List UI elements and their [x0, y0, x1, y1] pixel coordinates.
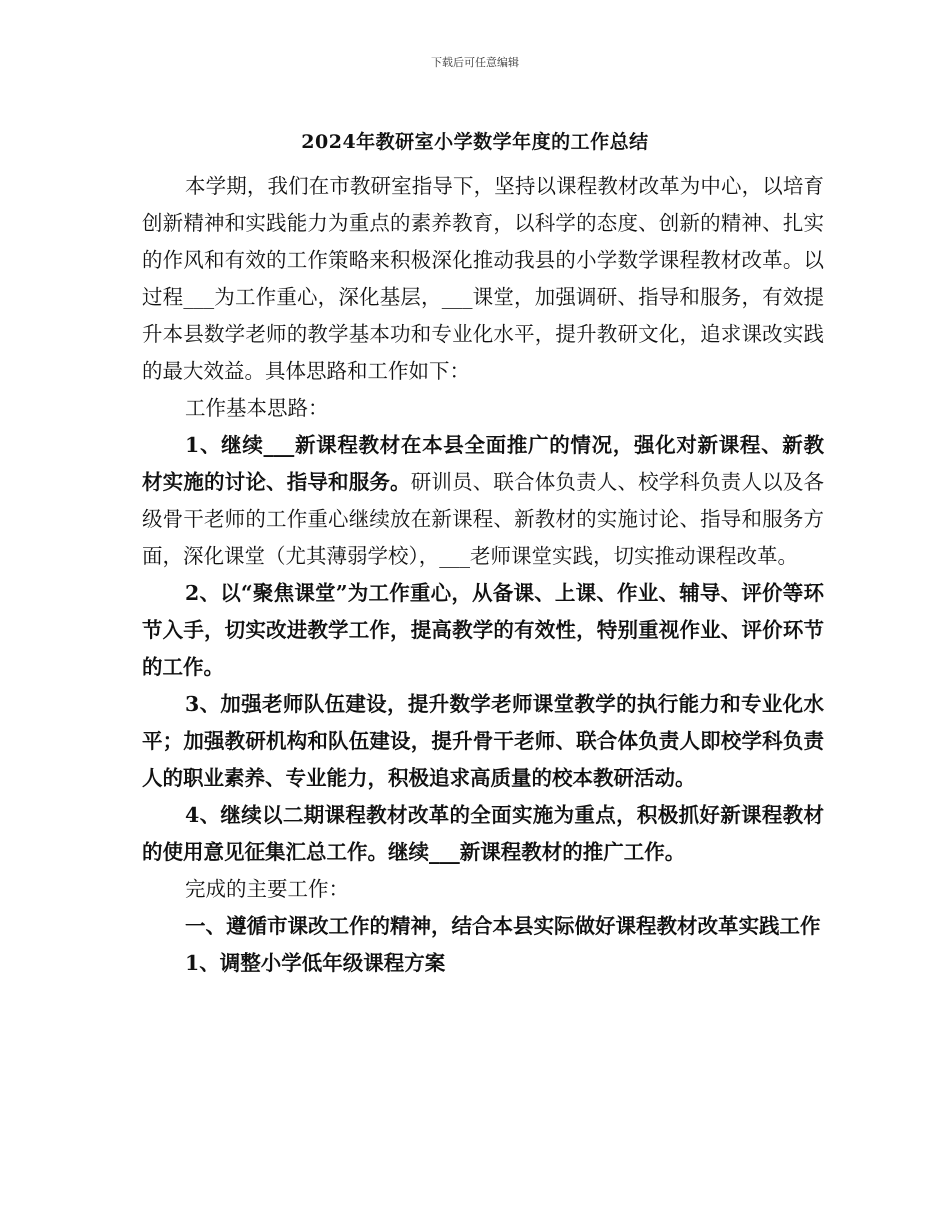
intro-paragraph: 本学期，我们在市教研室指导下，坚持以课程教材改革为中心，以培育创新精神和实践能力为重点的素养教育，以科学的态度、创新的精神、扎实的作风和有效的工作策略来积极深化推动我县的小学数学课程教材改革。以过程___为工作重心，深化基层，___课堂，加强调研、指导和服务，有效提升本县数学老师的教学基本功和专业化水平，提升教研文化，追求课改实践的最大效益。具体思路和工作如下： — [142, 174, 824, 383]
item-3-paragraph: 3、加强老师队伍建设，提升数学老师课堂教学的执行能力和专业化水平；加强教研机构和队伍建设，提升骨干老师、联合体负责人即校学科负责人的职业素养、专业能力，积极追求高质量的校本教研活动。 — [142, 692, 824, 790]
document-body — [142, 168, 824, 982]
item-1-normal-text: 研训员、联合体负责人、校学科负责人以及各级骨干老师的工作重心继续放在新课程、新教材的实施讨论、指导和服务方面，深化课堂（尤其薄弱学校），___老师课堂实践，切实推动课程改革。 — [142, 470, 824, 568]
basic-ideas-heading: 工作基本思路： — [185, 396, 329, 420]
main-work-heading: 完成的主要工作： — [185, 877, 349, 901]
item-4-paragraph: 4、继续以二期课程教材改革的全面实施为重点，积极抓好新课程教材的使用意见征集汇总工作。继续___新课程教材的推广工作。 — [142, 803, 824, 864]
header-note: 下载后可任意编辑 — [431, 56, 519, 69]
item-2-paragraph: 2、以“聚焦课堂”为工作重心，从备课、上课、作业、辅导、评价等环节入手，切实改进教学工作，提高教学的有效性，特别重视作业、评价环节的工作。 — [142, 581, 824, 679]
subsection-1-heading: 1、调整小学低年级课程方案 — [185, 951, 446, 975]
section-1-heading: 一、遵循市课改工作的精神，结合本县实际做好课程教材改革实践工作 — [185, 914, 821, 938]
document-title: 2024年教研室小学数学年度的工作总结 — [301, 131, 649, 153]
item-1-paragraph — [142, 427, 824, 575]
item-1-bold-text: 1、继续___新课程教材在本县全面推广的情况，强化对新课程、新教材实施的讨论、指导和服务。 — [142, 433, 824, 494]
